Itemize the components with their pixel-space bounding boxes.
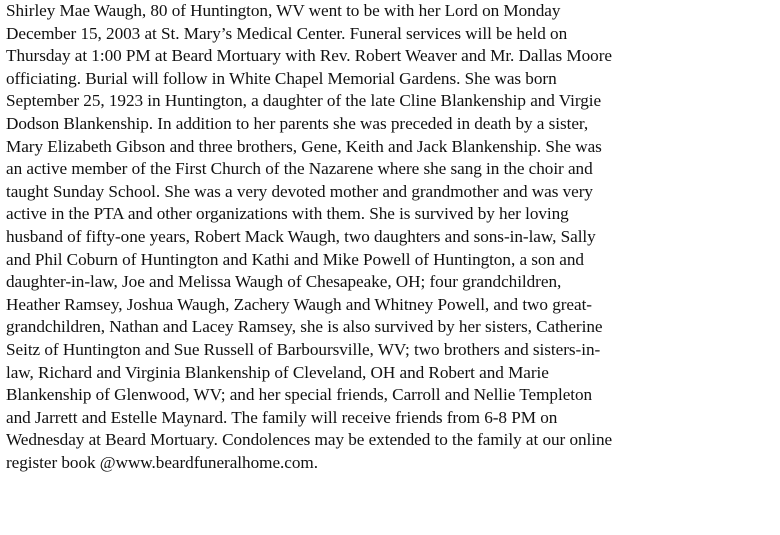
text-line: Blankenship of Glenwood, WV; and her special friends, Carroll and Nellie Templeton: [6, 385, 593, 405]
text-line: and Phil Coburn of Huntington and Kathi and Mike Powell of Huntington, a son and: [6, 249, 584, 269]
text-line: taught Sunday School. She was a very devoted mother and grandmother and was very: [6, 181, 593, 201]
text-line: daughter-in-law, Joe and Melissa Waugh of Chesapeake, OH; four grandchildren,: [6, 272, 562, 292]
text-line: an active member of the First Church of the Nazarene where she sang in the choir and: [6, 159, 593, 179]
text-line: law, Richard and Virginia Blankenship of Cleveland, OH and Robert and Marie: [6, 362, 549, 382]
text-line: Heather Ramsey, Joshua Waugh, Zachery Waugh and Whitney Powell, and two great-: [6, 294, 592, 314]
text-line: grandchildren, Nathan and Lacey Ramsey, she is also survived by her sisters, Catherine: [6, 317, 603, 337]
text-line: register book @www.beardfuneralhome.com.: [6, 452, 318, 472]
text-line: Seitz of Huntington and Sue Russell of Barboursville, WV; two brothers and sisters-in-: [6, 339, 601, 359]
text-line: Shirley Mae Waugh, 80 of Huntington, WV went to be with her Lord on Monday: [6, 1, 561, 20]
text-line: September 25, 1923 in Huntington, a daughter of the late Cline Blankenship and Virgie: [6, 91, 602, 111]
text-line: Dodson Blankenship. In addition to her parents she was preceded in death by a sister,: [6, 113, 589, 133]
text-line: Thursday at 1:00 PM at Beard Mortuary with Rev. Robert Weaver and Mr. Dallas Moore: [6, 46, 612, 66]
text-line: officiating. Burial will follow in White Chapel Memorial Gardens. She was born: [6, 68, 557, 88]
text-line: husband of fifty-one years, Robert Mack Waugh, two daughters and sons-in-law, Sally: [6, 226, 596, 246]
text-line: Wednesday at Beard Mortuary. Condolences may be extended to the family at our online: [6, 430, 613, 450]
text-line: and Jarrett and Estelle Maynard. The family will receive friends from 6-8 PM on: [6, 407, 558, 427]
text-line: December 15, 2003 at St. Mary’s Medical Center. Funeral services will be held on: [6, 23, 568, 43]
text-line: Mary Elizabeth Gibson and three brothers, Gene, Keith and Jack Blankenship. She was: [6, 136, 602, 156]
text-line: active in the PTA and other organizations with them. She is survived by her loving: [6, 204, 569, 224]
